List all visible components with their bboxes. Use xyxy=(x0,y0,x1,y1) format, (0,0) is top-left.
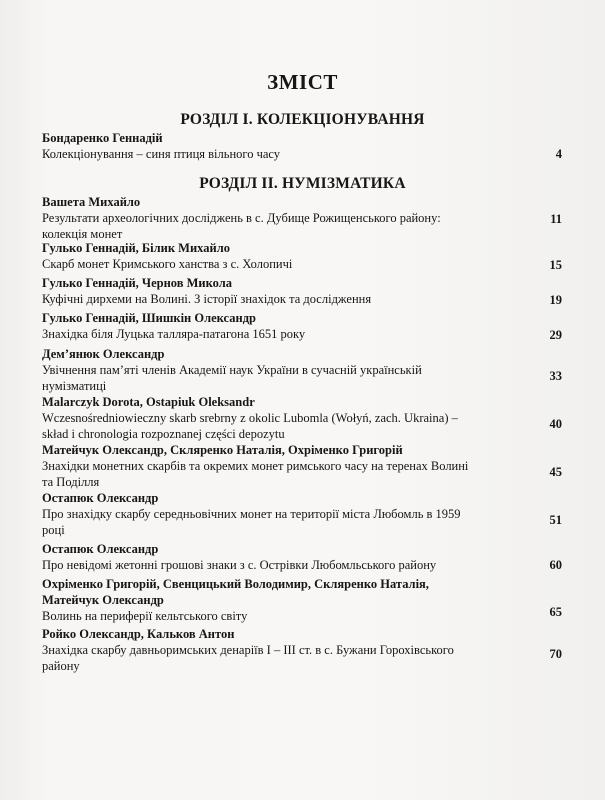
entry-title-line: Волинь на периферії кельтського світу xyxy=(42,609,248,623)
entry-page-number: 4 xyxy=(555,147,562,161)
entry-title-line: Про знахідку скарбу середньовічних монет на території міста Любомль в 1959 xyxy=(42,507,461,521)
entry-title-line: Про невідомі жетонні грошові знаки з с. Острівки Любомльського району xyxy=(42,558,437,572)
entry-title-line: Скарб монет Кримського ханства з с. Холопичі xyxy=(42,257,293,271)
entry-title-line: Знахідка біля Луцька талляра-патагона 1651 року xyxy=(42,327,306,341)
toc-entry[interactable] xyxy=(42,194,562,242)
toc-entry[interactable] xyxy=(42,541,562,573)
toc-entry[interactable] xyxy=(42,576,562,624)
entry-author: Гулько Геннадій, Шишкін Олександр xyxy=(42,311,256,325)
entry-title-line: Увічнення пам’яті членів Академії наук України в сучасній українській xyxy=(42,363,422,377)
entry-page-number: 51 xyxy=(549,513,562,527)
entry-author: Гулько Геннадій, Чернов Микола xyxy=(42,276,232,290)
toc-entry[interactable] xyxy=(42,626,562,674)
entry-page-number: 33 xyxy=(549,369,562,383)
entry-title-line: році xyxy=(42,523,65,537)
entry-page-number: 70 xyxy=(549,647,562,661)
toc-entry[interactable] xyxy=(42,310,562,342)
entry-title-line: Знахідки монетних скарбів та окремих монет римського часу на теренах Волині xyxy=(42,459,469,473)
entry-title-line: Wczesnośredniowieczny skarb srebrny z okolic Lubomla (Wołyń, zach. Ukraina) – xyxy=(42,411,458,425)
entry-page-number: 60 xyxy=(549,558,562,572)
entry-author: Бондаренко Геннадій xyxy=(42,131,163,145)
entry-title-line: Результати археологічних досліджень в с. Дубище Рожищенського району: xyxy=(42,211,441,225)
entry-page-number: 11 xyxy=(550,212,562,226)
entry-author: Матейчук Олександр, Скляренко Наталія, Охріменко Григорій xyxy=(42,443,403,457)
entry-title-line: Колекціонування – синя птиця вільного часу xyxy=(42,147,281,161)
section-heading-numismatics: РОЗДІЛ ІІ. НУМІЗМАТИКА xyxy=(199,175,406,192)
entry-title-line: та Поділля xyxy=(42,475,100,489)
entry-page-number: 15 xyxy=(549,258,562,272)
toc-entry[interactable] xyxy=(42,394,562,442)
entry-title-line: skład i chronologia rozpoznanej części depozytu xyxy=(42,427,285,441)
entry-page-number: 29 xyxy=(549,328,562,342)
toc-entry[interactable] xyxy=(42,490,562,538)
entry-title-line: району xyxy=(42,659,80,673)
page-title: ЗМІСТ xyxy=(267,70,338,94)
entry-title-line: колекція монет xyxy=(42,227,123,241)
entry-title-line: Знахідка скарбу давньоримських денаріїв І – ІІІ ст. в с. Бужани Горохівського xyxy=(42,643,454,657)
entry-title-line: Куфічні дирхеми на Волині. З історії знахідок та дослідження xyxy=(42,292,372,306)
entry-author: Вашета Михайло xyxy=(42,195,141,209)
entry-page-number: 65 xyxy=(549,605,562,619)
entry-author: Охріменко Григорій, Свенцицький Володимир, Скляренко Наталія, xyxy=(42,577,429,591)
entry-author: Гулько Геннадій, Білик Михайло xyxy=(42,241,230,255)
entry-author: Дем’янюк Олександр xyxy=(42,347,165,361)
section-heading-collecting: РОЗДІЛ І. КОЛЕКЦІОНУВАННЯ xyxy=(180,111,425,128)
toc-entry[interactable] xyxy=(42,346,562,394)
entry-page-number: 19 xyxy=(549,293,562,307)
toc-entry[interactable] xyxy=(42,130,562,162)
entry-page-number: 40 xyxy=(549,417,562,431)
entry-author: Остапюк Олександр xyxy=(42,542,159,556)
toc-entry[interactable] xyxy=(42,442,562,490)
toc-entry[interactable] xyxy=(42,275,562,307)
entry-author-continued: Матейчук Олександр xyxy=(42,593,164,607)
entry-page-number: 45 xyxy=(549,465,562,479)
entry-author: Ройко Олександр, Кальков Антон xyxy=(42,627,235,641)
entry-title-line: нумізматиці xyxy=(42,379,107,393)
entry-author: Malarczyk Dorota, Ostapiuk Oleksandr xyxy=(42,395,255,409)
entry-author: Остапюк Олександр xyxy=(42,491,159,505)
toc-entry[interactable] xyxy=(42,240,562,272)
